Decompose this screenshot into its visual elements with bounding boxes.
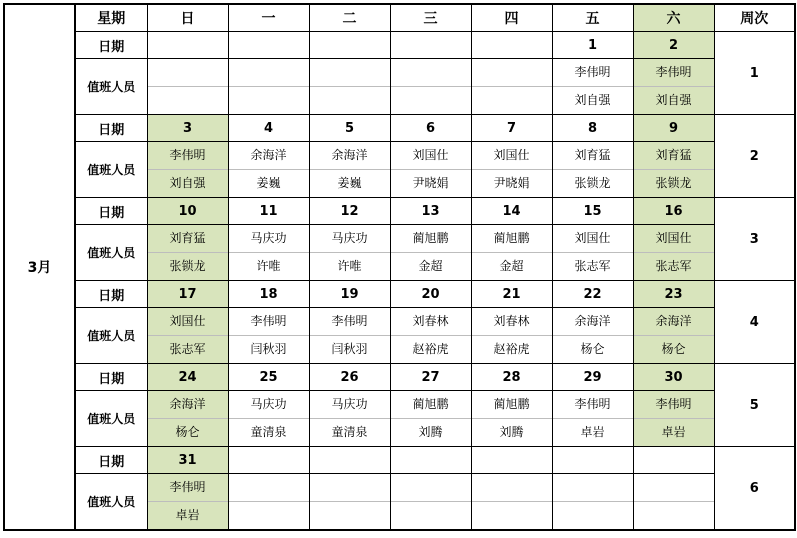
duty-cell-mon — [228, 142, 309, 198]
date-cell-mon: 11 — [228, 198, 309, 225]
duty-person — [229, 474, 309, 501]
duty-cell-thu — [471, 308, 552, 364]
date-cell-tue: 12 — [309, 198, 390, 225]
duty-cell-sat — [633, 308, 714, 364]
date-cell-thu — [471, 447, 552, 474]
day-header-fri: 五 — [552, 4, 633, 32]
date-row-label: 日期 — [75, 364, 147, 391]
duty-person: 姜巍 — [229, 169, 309, 197]
duty-person: 刘春林 — [493, 314, 530, 328]
duty-person: 刘腾 — [391, 418, 471, 446]
duty-person: 赵裕虎 — [391, 335, 471, 363]
duty-person: 李伟明 — [655, 397, 692, 411]
duty-person: 金超 — [391, 252, 471, 280]
duty-person: 余海洋 — [250, 148, 287, 162]
duty-cell-sat — [633, 391, 714, 447]
duty-person — [391, 59, 471, 86]
date-row — [4, 281, 795, 308]
duty-row — [4, 142, 795, 198]
duty-row — [4, 308, 795, 364]
duty-person: 刘育猛 — [169, 231, 206, 245]
duty-cell-tue — [309, 474, 390, 531]
date-cell-sun: 17 — [147, 281, 228, 308]
duty-cell-thu — [471, 391, 552, 447]
duty-cell-tue — [309, 142, 390, 198]
duty-person: 蔺旭鹏 — [493, 231, 530, 245]
day-header-sat: 六 — [633, 4, 714, 32]
duty-person — [310, 474, 390, 501]
duty-person: 余海洋 — [169, 397, 206, 411]
date-cell-tue: 19 — [309, 281, 390, 308]
duty-row-label: 值班人员 — [75, 225, 147, 281]
day-header-tue: 二 — [309, 4, 390, 32]
duty-row-label: 值班人员 — [75, 59, 147, 115]
duty-person: 姜巍 — [310, 169, 390, 197]
duty-person: 李伟明 — [169, 480, 206, 494]
month-label: 3月 — [4, 4, 75, 530]
duty-person: 刘自强 — [148, 169, 228, 197]
duty-person — [229, 59, 309, 86]
date-cell-wed: 20 — [390, 281, 471, 308]
duty-person: 刘腾 — [472, 418, 552, 446]
date-cell-sun: 10 — [147, 198, 228, 225]
duty-cell-mon — [228, 474, 309, 531]
duty-person: 刘国仕 — [412, 148, 449, 162]
duty-cell-sun — [147, 474, 228, 531]
duty-cell-thu — [471, 59, 552, 115]
date-cell-thu — [471, 32, 552, 59]
date-cell-tue — [309, 447, 390, 474]
duty-person: 童清泉 — [229, 418, 309, 446]
date-cell-fri — [552, 447, 633, 474]
header-row — [4, 4, 795, 32]
duty-person — [472, 59, 552, 86]
duty-person: 李伟明 — [574, 397, 611, 411]
duty-person: 马庆功 — [250, 397, 287, 411]
duty-person — [391, 86, 471, 114]
duty-person: 张志军 — [634, 252, 714, 280]
date-cell-wed — [390, 32, 471, 59]
date-row — [4, 198, 795, 225]
duty-person: 张锁龙 — [553, 169, 633, 197]
duty-roster-table — [3, 3, 796, 531]
duty-cell-fri — [552, 391, 633, 447]
week-number: 2 — [714, 115, 795, 198]
duty-row-label: 值班人员 — [75, 308, 147, 364]
duty-cell-sun — [147, 59, 228, 115]
date-row — [4, 115, 795, 142]
duty-person: 刘育猛 — [574, 148, 611, 162]
duty-cell-thu — [471, 474, 552, 531]
duty-cell-tue — [309, 59, 390, 115]
duty-person: 赵裕虎 — [472, 335, 552, 363]
duty-person: 卓岩 — [634, 418, 714, 446]
duty-person — [553, 474, 633, 501]
date-cell-mon: 18 — [228, 281, 309, 308]
duty-person: 李伟明 — [169, 148, 206, 162]
duty-cell-sun — [147, 308, 228, 364]
duty-cell-wed — [390, 142, 471, 198]
date-cell-wed: 27 — [390, 364, 471, 391]
duty-person: 刘国仕 — [574, 231, 611, 245]
duty-cell-fri — [552, 59, 633, 115]
date-row-label: 日期 — [75, 447, 147, 474]
duty-person: 杨仑 — [148, 418, 228, 446]
date-cell-sat: 2 — [633, 32, 714, 59]
date-cell-mon — [228, 32, 309, 59]
duty-person: 卓岩 — [553, 418, 633, 446]
duty-cell-sat — [633, 59, 714, 115]
week-number: 6 — [714, 447, 795, 531]
week-number: 3 — [714, 198, 795, 281]
duty-cell-tue — [309, 391, 390, 447]
duty-person: 蔺旭鹏 — [493, 397, 530, 411]
duty-person — [472, 474, 552, 501]
duty-person: 蔺旭鹏 — [412, 397, 449, 411]
duty-row-label: 值班人员 — [75, 474, 147, 531]
duty-person: 刘国仕 — [169, 314, 206, 328]
duty-person: 刘国仕 — [493, 148, 530, 162]
date-cell-sun: 31 — [147, 447, 228, 474]
duty-cell-sun — [147, 391, 228, 447]
duty-person — [229, 501, 309, 529]
duty-cell-fri — [552, 308, 633, 364]
date-cell-fri: 8 — [552, 115, 633, 142]
duty-person: 许唯 — [229, 252, 309, 280]
duty-person: 李伟明 — [655, 65, 692, 79]
duty-row-label: 值班人员 — [75, 391, 147, 447]
duty-person: 刘国仕 — [655, 231, 692, 245]
date-cell-fri: 22 — [552, 281, 633, 308]
duty-person: 尹晓娟 — [391, 169, 471, 197]
day-header-mon: 一 — [228, 4, 309, 32]
duty-person: 尹晓娟 — [472, 169, 552, 197]
duty-cell-wed — [390, 225, 471, 281]
duty-cell-wed — [390, 308, 471, 364]
date-cell-thu: 28 — [471, 364, 552, 391]
date-cell-mon — [228, 447, 309, 474]
duty-person: 金超 — [472, 252, 552, 280]
date-row — [4, 447, 795, 474]
date-cell-sun: 24 — [147, 364, 228, 391]
duty-person — [472, 86, 552, 114]
duty-cell-wed — [390, 474, 471, 531]
date-row-label: 日期 — [75, 198, 147, 225]
duty-person: 卓岩 — [148, 501, 228, 529]
day-header-wed: 三 — [390, 4, 471, 32]
date-row — [4, 32, 795, 59]
duty-person — [148, 86, 228, 114]
date-cell-tue: 26 — [309, 364, 390, 391]
date-cell-sun — [147, 32, 228, 59]
duty-cell-sat — [633, 225, 714, 281]
duty-cell-sat — [633, 142, 714, 198]
date-cell-fri: 1 — [552, 32, 633, 59]
date-cell-thu: 7 — [471, 115, 552, 142]
duty-cell-fri — [552, 142, 633, 198]
duty-person: 杨仑 — [553, 335, 633, 363]
date-cell-thu: 14 — [471, 198, 552, 225]
week-number: 4 — [714, 281, 795, 364]
duty-person: 蔺旭鹏 — [412, 231, 449, 245]
duty-cell-sat — [633, 474, 714, 531]
duty-cell-thu — [471, 142, 552, 198]
duty-row — [4, 225, 795, 281]
date-row-label: 日期 — [75, 281, 147, 308]
duty-person: 刘春林 — [412, 314, 449, 328]
duty-cell-wed — [390, 59, 471, 115]
duty-person: 杨仑 — [634, 335, 714, 363]
date-row-label: 日期 — [75, 115, 147, 142]
date-cell-mon: 25 — [228, 364, 309, 391]
date-cell-tue: 5 — [309, 115, 390, 142]
duty-row — [4, 391, 795, 447]
duty-person — [310, 86, 390, 114]
date-cell-mon: 4 — [228, 115, 309, 142]
duty-person — [391, 474, 471, 501]
duty-cell-thu — [471, 225, 552, 281]
date-cell-sun: 3 — [147, 115, 228, 142]
date-cell-sat: 30 — [633, 364, 714, 391]
date-cell-tue — [309, 32, 390, 59]
week-header: 周次 — [714, 4, 795, 32]
day-header-thu: 四 — [471, 4, 552, 32]
date-cell-sat: 23 — [633, 281, 714, 308]
duty-cell-mon — [228, 59, 309, 115]
date-cell-thu: 21 — [471, 281, 552, 308]
duty-person — [229, 86, 309, 114]
week-number: 1 — [714, 32, 795, 115]
duty-person: 李伟明 — [331, 314, 368, 328]
duty-person: 马庆功 — [331, 231, 368, 245]
week-number: 5 — [714, 364, 795, 447]
date-row — [4, 364, 795, 391]
duty-person: 许唯 — [310, 252, 390, 280]
duty-person: 余海洋 — [331, 148, 368, 162]
duty-cell-tue — [309, 308, 390, 364]
duty-person: 马庆功 — [331, 397, 368, 411]
duty-person: 刘育猛 — [655, 148, 692, 162]
duty-person: 李伟明 — [574, 65, 611, 79]
duty-cell-sun — [147, 142, 228, 198]
duty-cell-mon — [228, 391, 309, 447]
duty-cell-wed — [390, 391, 471, 447]
duty-person: 余海洋 — [655, 314, 692, 328]
duty-person: 张志军 — [553, 252, 633, 280]
duty-row — [4, 474, 795, 531]
duty-person: 马庆功 — [250, 231, 287, 245]
date-cell-wed — [390, 447, 471, 474]
duty-cell-fri — [552, 474, 633, 531]
duty-person: 张锁龙 — [148, 252, 228, 280]
duty-cell-sun — [147, 225, 228, 281]
duty-person — [148, 59, 228, 86]
duty-person — [634, 501, 714, 529]
date-cell-wed: 6 — [390, 115, 471, 142]
duty-person — [553, 501, 633, 529]
duty-person: 闫秋羽 — [310, 335, 390, 363]
duty-cell-mon — [228, 308, 309, 364]
date-cell-sat — [633, 447, 714, 474]
duty-cell-fri — [552, 225, 633, 281]
duty-person — [310, 501, 390, 529]
duty-person: 余海洋 — [574, 314, 611, 328]
duty-person: 张志军 — [148, 335, 228, 363]
duty-person: 张锁龙 — [634, 169, 714, 197]
date-cell-wed: 13 — [390, 198, 471, 225]
duty-person: 刘自强 — [634, 86, 714, 114]
duty-person — [310, 59, 390, 86]
duty-person: 刘自强 — [553, 86, 633, 114]
date-cell-fri: 29 — [552, 364, 633, 391]
duty-person — [634, 474, 714, 501]
weekday-header: 星期 — [75, 4, 147, 32]
duty-person: 闫秋羽 — [229, 335, 309, 363]
duty-person: 童清泉 — [310, 418, 390, 446]
date-cell-sat: 16 — [633, 198, 714, 225]
duty-cell-mon — [228, 225, 309, 281]
date-cell-fri: 15 — [552, 198, 633, 225]
date-cell-sat: 9 — [633, 115, 714, 142]
duty-cell-tue — [309, 225, 390, 281]
duty-row — [4, 59, 795, 115]
day-header-sun: 日 — [147, 4, 228, 32]
duty-person: 李伟明 — [250, 314, 287, 328]
duty-person — [391, 501, 471, 529]
date-row-label: 日期 — [75, 32, 147, 59]
duty-person — [472, 501, 552, 529]
duty-row-label: 值班人员 — [75, 142, 147, 198]
